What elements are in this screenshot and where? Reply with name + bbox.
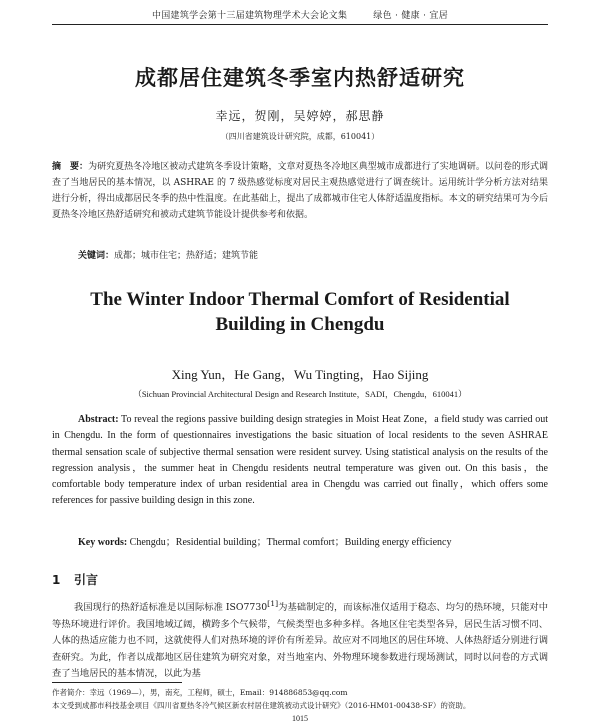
footnote-funding: 本文受到成都市科技基金项目《四川省夏热冬冷气候区新农村居住建筑被动式设计研究》（2016-HM01-00438-SF）的资助。 bbox=[52, 701, 471, 710]
abstract-en bbox=[52, 412, 548, 510]
affiliation-en: （Sichuan Provincial Architectural Design and Research Institute，SADI，Chengdu，610041） bbox=[133, 389, 467, 399]
keywords-en-text: Chengdu；Residential building；Thermal comfort；Building energy efficiency bbox=[129, 537, 452, 548]
footnote-author: 作者简介：幸远（1969—），男，南充，工程师，硕士，Email：914886853@qq.com bbox=[52, 688, 348, 697]
authors-cn: 幸远，贺刚，吴婷婷，郝思静 bbox=[215, 109, 385, 123]
title-cn: 成都居住建筑冬季室内热舒适研究 bbox=[135, 66, 465, 90]
footnote-rule bbox=[52, 682, 182, 683]
body-paragraph bbox=[52, 596, 548, 683]
body-text-post: 为基础制定的，而该标准仅适用于稳态、均匀的热环境，只能对中等热环境进行评价。我国地域辽阔，横跨多个气候带，气候类型也多种多样。各地区住宅类型各异，居民生活习惯不同、人体的热适应能力也不同，这就使得人们对热环境的评价有所差异。故应对不同地区的居住环境、人体热舒适分别进行调查研究。为此，作者以成都地区居住建筑为研究对象，对当地室内、外物理环境参数进行现场测试，同时以问卷的方式调查了当地居民的基本情况，以此为基 bbox=[52, 602, 548, 680]
citation: [1] bbox=[267, 599, 279, 608]
section-heading bbox=[52, 571, 98, 588]
keywords-cn-text: 成都；城市住宅；热舒适；建筑节能 bbox=[114, 251, 259, 261]
keywords-en bbox=[78, 533, 548, 548]
page-number: 1015 bbox=[292, 714, 308, 723]
affiliation-cn: （四川省建筑设计研究院，成都，610041） bbox=[220, 132, 380, 141]
keywords-cn bbox=[78, 248, 548, 261]
section-title: 引言 bbox=[74, 573, 99, 587]
abstract-en-text: To reveal the regions passive building design strategies in Moist Heat Zone，a field study was carried out in Chengdu. In the form of questionnaires investigations the basic situation of local residents to the seven ASHRAE thermal sensation scale of subjective thermal sensation were resident survey. Using statistical analysis on the results of the regression analysis，the summer heat in Chengdu residents neutral temperature was given out. On this basis，the comfortable body temperature index of urban residential area in Chengdu was carried out finally，which offers some references for passive building design in this zone. bbox=[52, 414, 548, 507]
abstract-cn bbox=[52, 159, 548, 223]
conference-name: 中国建筑学会第十三届建筑物理学术大会论文集 bbox=[151, 11, 348, 21]
keywords-cn-label: 关键词： bbox=[78, 251, 115, 261]
title-en-line1: The Winter Indoor Thermal Comfort of Residential bbox=[90, 289, 510, 310]
running-header bbox=[0, 8, 600, 21]
keywords-en-label: Key words: bbox=[78, 537, 128, 548]
authors-en: Xing Yun，He Gang，Wu Tingting，Hao Sijing bbox=[171, 367, 429, 382]
header-theme: 绿色 · 健康 · 宜居 bbox=[373, 11, 449, 21]
title-en bbox=[0, 287, 600, 337]
abstract-cn-label: 摘 要： bbox=[52, 162, 89, 172]
abstract-cn-text: 为研究夏热冬冷地区被动式建筑冬季设计策略，文章对夏热冬冷地区典型城市成都进行了实地调研。以问卷的形式调查了当地居民的基本情况，以 ASHRAE 的 7 级热感觉标度对居民主观热感觉进行了调查统计。运用统计学分析方法对结果进行分析，得出成都居民冬季的热中性温度。在此基础上，提出了成都城市住宅人体舒适温度指标。本文的研究结果可为今后夏热冬冷地区热舒适研究和被动式建筑节能设计提供参考和依据。 bbox=[52, 162, 548, 220]
section-number: 1 bbox=[52, 573, 61, 587]
header-rule bbox=[52, 24, 548, 25]
abstract-en-label: Abstract: bbox=[78, 414, 119, 425]
body-text-pre: 我国现行的热舒适标准是以国际标准 ISO7730 bbox=[74, 602, 268, 614]
title-en-line2: Building in Chengdu bbox=[215, 314, 385, 335]
